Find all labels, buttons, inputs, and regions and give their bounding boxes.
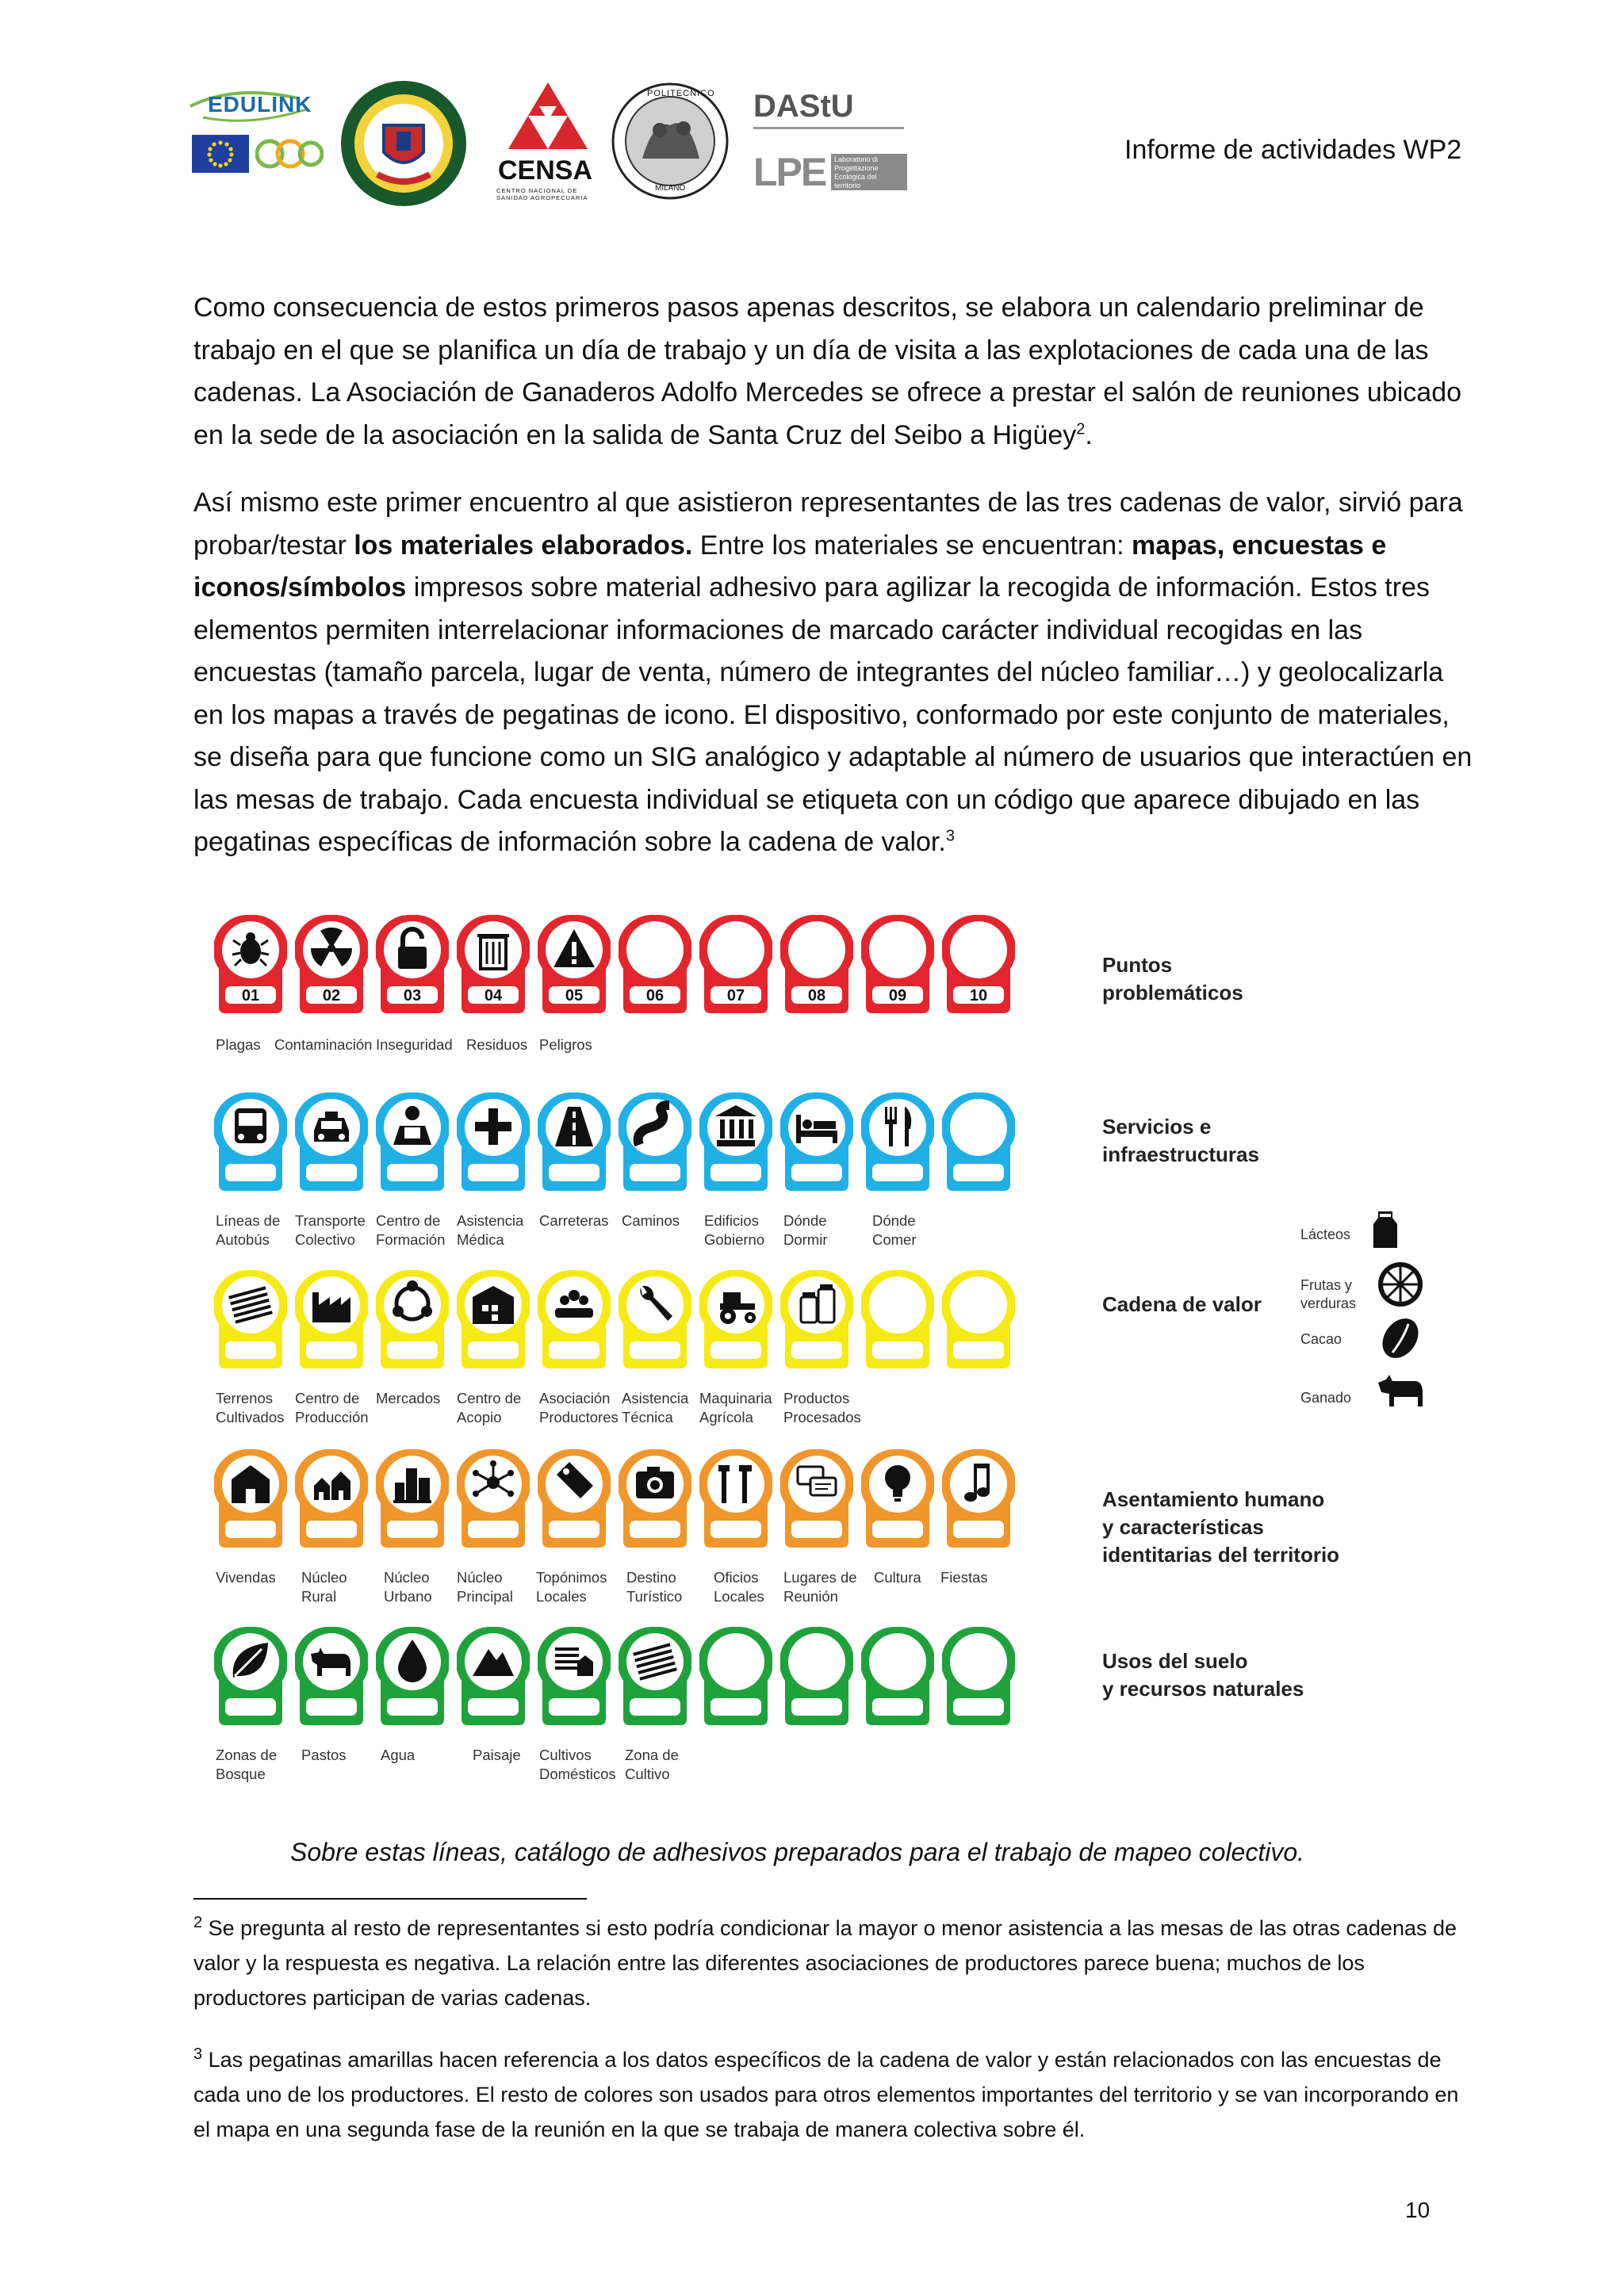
- sticker-blue-09: [861, 1091, 934, 1192]
- chain-label-dairy: Lácteos: [1300, 1226, 1351, 1242]
- sticker-red-03: [376, 913, 449, 1015]
- sticker-green-08: [780, 1625, 853, 1727]
- paragraph-1: Como consecuencia de estos primeros pasos apenas descritos, se elabora un calendario preliminar de trabajo en el que se planifica un día de trabajo y un día de visita a las explotaciones de cada una de las cadenas. La Asociación de Ganaderos Adolfo Mercedes se ofrece a prestar el salón de reuniones ubicado en la sede de la asociación en la salida de Santa Cruz del Seibo a Higüey$^2$.: [193, 293, 1462, 450]
- censa-logo: CENSA CENTRO NACIONAL DE SANIDAD AGROPECUARIA: [495, 79, 601, 208]
- figure-caption: Sobre estas líneas, catálogo de adhesivos preparados para el trabajo de mapeo colectivo.: [290, 1838, 1305, 1866]
- sticker-green-01: [214, 1625, 287, 1727]
- sticker-caption: Edificios Gobierno: [704, 1212, 765, 1248]
- sticker-caption: Paisaje: [473, 1747, 521, 1763]
- sticker-red-06: [619, 913, 691, 1015]
- university-seal-logo: [339, 79, 468, 208]
- sticker-caption: Cultura: [874, 1569, 921, 1586]
- footnote-ref-2[interactable]: 2: [1076, 420, 1086, 438]
- sticker-caption: Maquinaria Agrícola: [699, 1390, 772, 1425]
- sticker-blue-06: [619, 1091, 691, 1192]
- sticker-caption: Residuos: [466, 1036, 528, 1053]
- sticker-blue-07: [699, 1091, 772, 1192]
- sticker-number: 01: [241, 987, 260, 1004]
- sticker-blue-10: [942, 1091, 1015, 1192]
- cocoa-bean-icon: [1378, 1316, 1423, 1364]
- sticker-caption: Asistencia Médica: [457, 1212, 524, 1248]
- sticker-caption: Fiestas: [940, 1569, 988, 1586]
- sticker-yellow-01: [214, 1269, 287, 1370]
- sticker-caption: Terrenos Cultivados: [216, 1390, 285, 1425]
- sticker-caption: Dónde Dormir: [783, 1212, 828, 1248]
- sticker-red-10: [942, 913, 1015, 1015]
- sticker-red-09: [861, 913, 934, 1015]
- sticker-orange-04: [457, 1448, 530, 1549]
- sticker-caption: Líneas de Autobús: [216, 1212, 281, 1248]
- lpe-logo: LPE Laboratorio di Progettazione Ecologica del territorio: [753, 149, 912, 198]
- sticker-caption: Lugares de Reunión: [783, 1569, 857, 1605]
- sticker-orange-07: [699, 1448, 772, 1549]
- polimi-seal-logo: POLITECNICO MILANO: [611, 79, 730, 203]
- sticker-yellow-04: [457, 1269, 530, 1370]
- sticker-caption: Productos Procesados: [783, 1390, 861, 1425]
- sticker-orange-06: [619, 1448, 691, 1549]
- sticker-caption: Agua: [381, 1747, 416, 1763]
- sticker-number: 06: [645, 987, 665, 1004]
- sticker-orange-02: [295, 1448, 368, 1549]
- document-header-title: Informe de actividades WP2: [1124, 135, 1462, 165]
- sticker-orange-03: [376, 1448, 449, 1549]
- sticker-green-06: [619, 1625, 691, 1727]
- sticker-red-04: [457, 913, 530, 1015]
- footnote-3: $^3$ Las pegatinas amarillas hacen referencia a los datos específicos de la cadena de valor y están relacionados con las encuestas de cada uno de los productores. El resto de colores son usados para otros elementos importantes del territorio y se van incorporando en el mapa en una segunda fase de la reunión en la que se trabaja de manera colectiva sobre él.: [193, 2045, 1459, 2141]
- paragraph-2: Así mismo este primer encuentro al que asistieron representantes de las tres cadenas de valor, sirvió para probar/testar los materiales elaborados. Entre los materiales se encuentran: mapas, encuestas e iconos/símbolos impresos sobre material adhesivo para agilizar la recogida de información. Estos tres elementos permiten interrelacionar informaciones de marcado carácter individual recogidas en las encuestas (tamaño parcela, lugar de venta, número de integrantes del núcleo familiar…) y geolocalizarla en los mapas a través de pegatinas de icono. El dispositivo, conformado por este conjunto de materiales, se diseña para que funcione como un SIG analógico y adaptable al número de usuarios que interactúen en las mesas de trabajo. Cada encuesta individual se etiqueta con un código que aparece dibujado en las pegatinas específicas de información sobre la cadena de valor.$^3$: [193, 488, 1473, 857]
- page-number: 10: [1405, 2198, 1431, 2222]
- sticker-blue-04: [457, 1091, 530, 1192]
- sticker-caption: Asistencia Técnica: [622, 1390, 689, 1425]
- sticker-green-04: [457, 1625, 530, 1727]
- sticker-number: 09: [888, 987, 907, 1004]
- sticker-blue-03: [376, 1091, 449, 1192]
- chain-label-fruits: Frutas y verduras: [1300, 1277, 1357, 1311]
- sticker-green-05: [538, 1625, 611, 1727]
- sticker-caption: Centro de Acopio: [457, 1390, 522, 1425]
- sticker-caption: Vivendas: [216, 1569, 276, 1586]
- sticker-red-05: [538, 913, 611, 1015]
- sticker-number: 04: [484, 987, 503, 1004]
- milk-icon: [1372, 1210, 1399, 1253]
- sticker-green-03: [376, 1625, 449, 1727]
- sticker-green-09: [861, 1625, 934, 1727]
- sticker-blue-05: [538, 1091, 611, 1192]
- sticker-caption: Núcleo Urbano: [384, 1569, 432, 1605]
- sticker-orange-01: [214, 1448, 287, 1549]
- sticker-blue-01: [214, 1091, 287, 1192]
- sticker-blue-02: [295, 1091, 368, 1192]
- sticker-caption: Topónimos Locales: [536, 1569, 607, 1605]
- sticker-red-08: [780, 913, 853, 1015]
- sticker-caption: Transporte Colectivo: [295, 1212, 366, 1248]
- category-problem-points: Puntos problemáticos: [1102, 953, 1243, 1004]
- sticker-caption: Inseguridad: [376, 1036, 453, 1053]
- sticker-number: 07: [726, 987, 745, 1004]
- sticker-number: 05: [565, 987, 584, 1004]
- edulink-logo: EDULINK: [187, 82, 314, 130]
- sticker-number: 02: [322, 987, 341, 1004]
- sticker-caption: Núcleo Principal: [457, 1569, 513, 1605]
- sticker-red-07: [699, 913, 772, 1015]
- acp-logo: [255, 128, 324, 179]
- chain-label-cattle: Ganado: [1300, 1390, 1352, 1406]
- eu-flag-logo: [192, 135, 249, 173]
- footnote-separator: [193, 1898, 587, 1900]
- sticker-yellow-03: [376, 1269, 449, 1370]
- sticker-yellow-07: [699, 1269, 772, 1370]
- camera-icon: [636, 1467, 674, 1498]
- footnote-2: $^2$ Se pregunta al resto de representantes si esto podría condicionar la mayor o menor asistencia a las mesas de las otras cadenas de valor y la respuesta es negativa. La relación entre las diferentes asociaciones de productores parece buena; muchos de los productores participan de varias cadenas.: [193, 1914, 1457, 2010]
- sticker-caption: Oficios Locales: [714, 1569, 764, 1605]
- sticker-caption: Zonas de Bosque: [216, 1747, 278, 1782]
- sticker-caption: Zona de Cultivo: [625, 1747, 679, 1782]
- sticker-caption: Asociación Productores: [539, 1390, 619, 1425]
- sticker-green-02: [295, 1625, 368, 1727]
- sticker-caption: Destino Turístico: [626, 1569, 683, 1605]
- category-land-use: Usos del suelo y recursos naturales: [1102, 1649, 1304, 1701]
- sticker-orange-10: [942, 1448, 1015, 1549]
- sticker-number: 03: [403, 987, 422, 1004]
- sticker-yellow-10: [942, 1269, 1015, 1370]
- sticker-red-02: [295, 913, 368, 1015]
- sticker-caption: Dónde Comer: [872, 1212, 917, 1248]
- footnote-ref-3[interactable]: 3: [945, 827, 955, 845]
- sticker-caption: Centro de Producción: [295, 1390, 369, 1425]
- category-services: Servicios e infraestructuras: [1102, 1115, 1259, 1166]
- sticker-caption: Carreteras: [539, 1212, 609, 1229]
- sticker-green-07: [699, 1625, 772, 1727]
- sticker-caption: Caminos: [622, 1212, 680, 1229]
- sticker-caption: Peligros: [539, 1036, 592, 1053]
- chain-label-cocoa: Cacao: [1300, 1331, 1342, 1347]
- sticker-caption: Cultivos Domésticos: [539, 1747, 616, 1782]
- category-value-chain: Cadena de valor: [1102, 1292, 1262, 1316]
- sticker-number: 10: [969, 987, 988, 1004]
- sticker-caption: Pastos: [301, 1747, 347, 1763]
- sticker-caption: Plagas: [216, 1036, 261, 1053]
- sticker-caption: Núcleo Rural: [301, 1569, 347, 1605]
- sticker-blue-08: [780, 1091, 853, 1192]
- sticker-caption: Contaminación: [274, 1036, 373, 1053]
- sticker-yellow-06: [619, 1269, 691, 1370]
- citrus-icon: [1377, 1261, 1424, 1312]
- sticker-yellow-05: [538, 1269, 611, 1370]
- dastu-logo: DAStU: [753, 89, 912, 136]
- sticker-orange-09: [861, 1448, 934, 1549]
- sticker-caption: Mercados: [376, 1390, 441, 1406]
- category-human-settlement: Asentamiento humano y características identitarias del territorio: [1102, 1487, 1340, 1567]
- sticker-caption: Centro de Formación: [376, 1212, 446, 1248]
- bus-icon: [235, 1108, 266, 1143]
- sticker-number: 08: [807, 987, 826, 1004]
- sticker-orange-08: [780, 1448, 853, 1549]
- sticker-yellow-02: [295, 1269, 368, 1370]
- sticker-orange-05: [538, 1448, 611, 1549]
- cattle-icon: [1377, 1375, 1426, 1412]
- sticker-red-01: [214, 913, 287, 1015]
- sticker-yellow-08: [780, 1269, 853, 1370]
- sticker-green-10: [942, 1625, 1015, 1727]
- sticker-yellow-09: [861, 1269, 934, 1370]
